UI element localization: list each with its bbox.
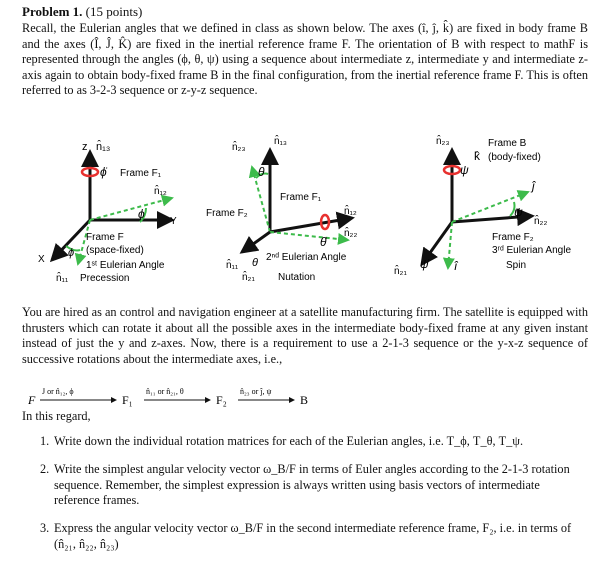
scenario-paragraph: You are hired as an control and navigation engineer at a satellite manufacturing firm. The satellite is equipped with thrusters which can rotate it about all the possible axes in the intermediate body-fixed frame at any given instant instead of just the y and z-axes. Now, there is a requirement to use a 2-1-3 sequence or the y-x-z sequence of successive rotations about the intermediate axes, i.e., — [22, 305, 588, 366]
psi-label: ψ — [460, 163, 469, 177]
psi-label-2: ψ — [514, 205, 523, 219]
n11-label: n̂₁₁ — [56, 273, 69, 284]
n12-label-2: n̂₁₂ — [344, 206, 357, 217]
frame-f-label: Frame F — [86, 232, 124, 243]
n12-axis-2 — [270, 218, 352, 232]
panel-nutation — [206, 133, 357, 283]
k-hat-label: k̂ — [474, 149, 480, 163]
n22-label-3: n̂₂₂ — [534, 216, 548, 227]
i-hat-label: î — [454, 259, 458, 273]
seq-B: B — [300, 393, 309, 407]
seq-arrow3-label: n̂₂₃ or ĵ, ψ — [240, 388, 272, 396]
n22-label: n̂₂₂ — [344, 228, 358, 239]
n22-axis — [270, 232, 348, 240]
seq-F: F — [28, 393, 36, 407]
first-euler-label: 1ˢᵗ Eulerian Angle — [86, 260, 165, 271]
space-fixed-label: (space-fixed) — [86, 245, 144, 256]
n21-label: n̂₂₁ — [242, 272, 255, 283]
second-euler-label: 2ⁿᵈ Eulerian Angle — [266, 252, 347, 263]
theta-dot-label: θ̇ — [320, 235, 327, 249]
problem-heading: Problem 1. — [22, 4, 83, 19]
third-euler-label: 3ʳᵈ Eulerian Angle — [492, 245, 572, 256]
n13-label-2: n̂₁₃ — [274, 136, 288, 147]
n23-label-3: n̂₂₃ — [436, 136, 450, 147]
j-hat-label: ĵ — [532, 179, 535, 193]
z-label: z — [82, 141, 88, 153]
seq-F2: F₂ — [216, 393, 227, 407]
frame-f2-label-3: Frame F₂ — [492, 232, 534, 243]
seq-arrow2-label: n̂₁₁ or n̂₂₁, θ — [146, 388, 184, 396]
problem-title — [22, 4, 142, 20]
frame-f1-label: Frame F₁ — [120, 168, 162, 179]
phi-label-2: ϕ — [68, 247, 75, 259]
theta-label: θ — [258, 165, 265, 179]
question-2-text: Write the simplest angular velocity vector ω_B/F in terms of Euler angles according to the 2-1-3 rotation sequence. Remember, the simplest expression is always written using basis vectors of intermediate reference frames. — [54, 462, 570, 508]
seq-F1: F₁ — [122, 393, 133, 407]
problem-points: (15 points) — [85, 4, 143, 19]
question-3-text: Express the angular velocity vector ω_B/F in the second intermediate reference frame, F₂, i.e. in terms of (n̂₂₁, n̂₂₂, n̂₂₃) — [54, 521, 572, 551]
body-fixed-label: (body-fixed) — [488, 152, 541, 163]
n13-label: n̂₁₃ — [96, 141, 111, 153]
n21-label-3: n̂₂₁ — [394, 266, 407, 277]
y-label: Y — [170, 216, 177, 227]
nutation-label: Nutation — [278, 272, 316, 283]
n12-label: n̂₁₂ — [154, 186, 167, 197]
n11-label-2: n̂₁₁ — [226, 260, 239, 271]
x-label: X — [38, 254, 45, 265]
n12-axis — [90, 198, 172, 220]
intro-paragraph: Recall, the Eulerian angles that we defined in class as shown below. The axes (î, ĵ, k̂) are fixed in body frame B and the axes (Î, Ĵ, K̂) are fixed in the inertial reference frame F. The orientation of B with respect to mathF is represented through the angles (ϕ, θ, ψ) using a sequence about intermediate z, intermediate y and intermediate z-axis again to obtain body-fixed frame B in the final configuration, from the inertial reference frame F. This is often referred to as 3-2-3 sequence or z-y-z sequence. — [22, 21, 588, 98]
panel-spin — [394, 133, 571, 277]
frame-f2-label-2: Frame F₂ — [206, 208, 248, 219]
phi-label: ϕ — [138, 207, 145, 221]
question-3-number: 3. — [40, 521, 50, 535]
spin-label: Spin — [506, 260, 527, 271]
question-2-number: 2. — [40, 462, 50, 476]
rotation-sequence — [28, 388, 348, 408]
theta-label-2: θ — [252, 257, 258, 269]
seq-arrow1-label: Ĵ or n̂₁₂, ϕ — [42, 388, 74, 396]
precession-label: Precession — [80, 273, 130, 284]
euler-angles-figure — [22, 122, 588, 292]
question-1-text: Write down the individual rotation matrices for each of the Eulerian angles, i.e. T_ϕ, T_θ, T_ψ. — [54, 434, 524, 448]
n11-axis-2 — [242, 232, 270, 252]
psi-dot-label: ψ̇ — [420, 257, 429, 271]
frame-f1-label-2: Frame F₁ — [280, 192, 322, 203]
phi-dot-label: ϕ̇ — [100, 165, 107, 179]
in-this-regard: In this regard, — [22, 409, 91, 423]
question-1-number: 1. — [40, 434, 50, 448]
frame-b-label: Frame B — [488, 138, 527, 149]
n23-label-2: n̂₂₃ — [232, 142, 246, 153]
panel-precession — [38, 139, 177, 284]
